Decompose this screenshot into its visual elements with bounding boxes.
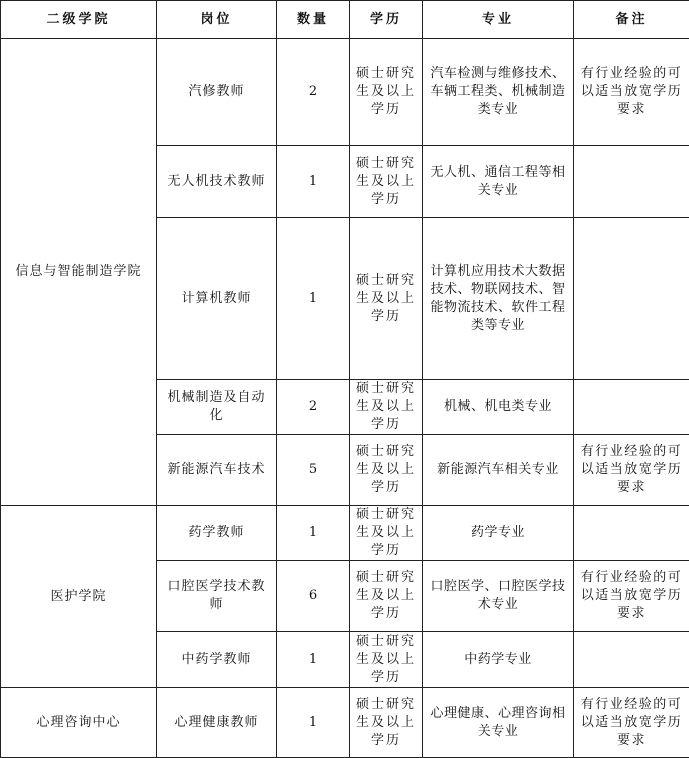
header-college: 二级学院 bbox=[1, 1, 157, 39]
college-cell: 医护学院 bbox=[1, 506, 157, 688]
education-cell: 硕士研究生及以上学历 bbox=[350, 146, 423, 218]
position-cell: 口腔医学技术教师 bbox=[157, 561, 277, 632]
note-cell bbox=[574, 146, 689, 218]
note-cell: 有行业经验的可以适当放宽学历要求 bbox=[574, 435, 689, 506]
table-row bbox=[1, 506, 689, 561]
major-cell: 机械、机电类专业 bbox=[423, 380, 574, 435]
education-cell: 硕士研究生及以上学历 bbox=[350, 39, 423, 146]
table-row bbox=[1, 688, 689, 758]
count-cell: 1 bbox=[277, 506, 350, 561]
position-cell: 心理健康教师 bbox=[157, 688, 277, 758]
count-cell: 1 bbox=[277, 218, 350, 380]
header-row bbox=[1, 1, 689, 39]
note-cell bbox=[574, 632, 689, 688]
header-education: 学历 bbox=[350, 1, 423, 39]
header-major: 专业 bbox=[423, 1, 574, 39]
count-cell: 5 bbox=[277, 435, 350, 506]
note-cell: 有行业经验的可以适当放宽学历要求 bbox=[574, 688, 689, 758]
note-cell bbox=[574, 380, 689, 435]
position-cell: 中药学教师 bbox=[157, 632, 277, 688]
education-cell: 硕士研究生及以上学历 bbox=[350, 435, 423, 506]
education-cell: 硕士研究生及以上学历 bbox=[350, 561, 423, 632]
major-cell: 药学专业 bbox=[423, 506, 574, 561]
position-cell: 机械制造及自动化 bbox=[157, 380, 277, 435]
education-cell: 硕士研究生及以上学历 bbox=[350, 632, 423, 688]
position-cell: 无人机技术教师 bbox=[157, 146, 277, 218]
header-note: 备注 bbox=[574, 1, 689, 39]
position-cell: 计算机教师 bbox=[157, 218, 277, 380]
position-cell: 药学教师 bbox=[157, 506, 277, 561]
major-cell: 中药学专业 bbox=[423, 632, 574, 688]
major-cell: 新能源汽车相关专业 bbox=[423, 435, 574, 506]
header-position: 岗位 bbox=[157, 1, 277, 39]
note-cell bbox=[574, 506, 689, 561]
education-cell: 硕士研究生及以上学历 bbox=[350, 506, 423, 561]
table-row bbox=[1, 39, 689, 146]
count-cell: 2 bbox=[277, 39, 350, 146]
count-cell: 1 bbox=[277, 146, 350, 218]
count-cell: 1 bbox=[277, 688, 350, 758]
count-cell: 1 bbox=[277, 632, 350, 688]
count-cell: 6 bbox=[277, 561, 350, 632]
major-cell: 计算机应用技术大数据技术、物联网技术、智能物流技术、软件工程类等专业 bbox=[423, 218, 574, 380]
major-cell: 口腔医学、口腔医学技术专业 bbox=[423, 561, 574, 632]
note-cell bbox=[574, 218, 689, 380]
note-cell: 有行业经验的可以适当放宽学历要求 bbox=[574, 561, 689, 632]
major-cell: 无人机、通信工程等相关专业 bbox=[423, 146, 574, 218]
header-count: 数量 bbox=[277, 1, 350, 39]
education-cell: 硕士研究生及以上学历 bbox=[350, 380, 423, 435]
note-cell: 有行业经验的可以适当放宽学历要求 bbox=[574, 39, 689, 146]
position-cell: 新能源汽车技术 bbox=[157, 435, 277, 506]
education-cell: 硕士研究生及以上学历 bbox=[350, 218, 423, 380]
major-cell: 汽车检测与维修技术、车辆工程类、机械制造类专业 bbox=[423, 39, 574, 146]
college-cell: 心理咨询中心 bbox=[1, 688, 157, 758]
education-cell: 硕士研究生及以上学历 bbox=[350, 688, 423, 758]
count-cell: 2 bbox=[277, 380, 350, 435]
major-cell: 心理健康、心理咨询相关专业 bbox=[423, 688, 574, 758]
college-cell: 信息与智能制造学院 bbox=[1, 39, 157, 506]
position-cell: 汽修教师 bbox=[157, 39, 277, 146]
